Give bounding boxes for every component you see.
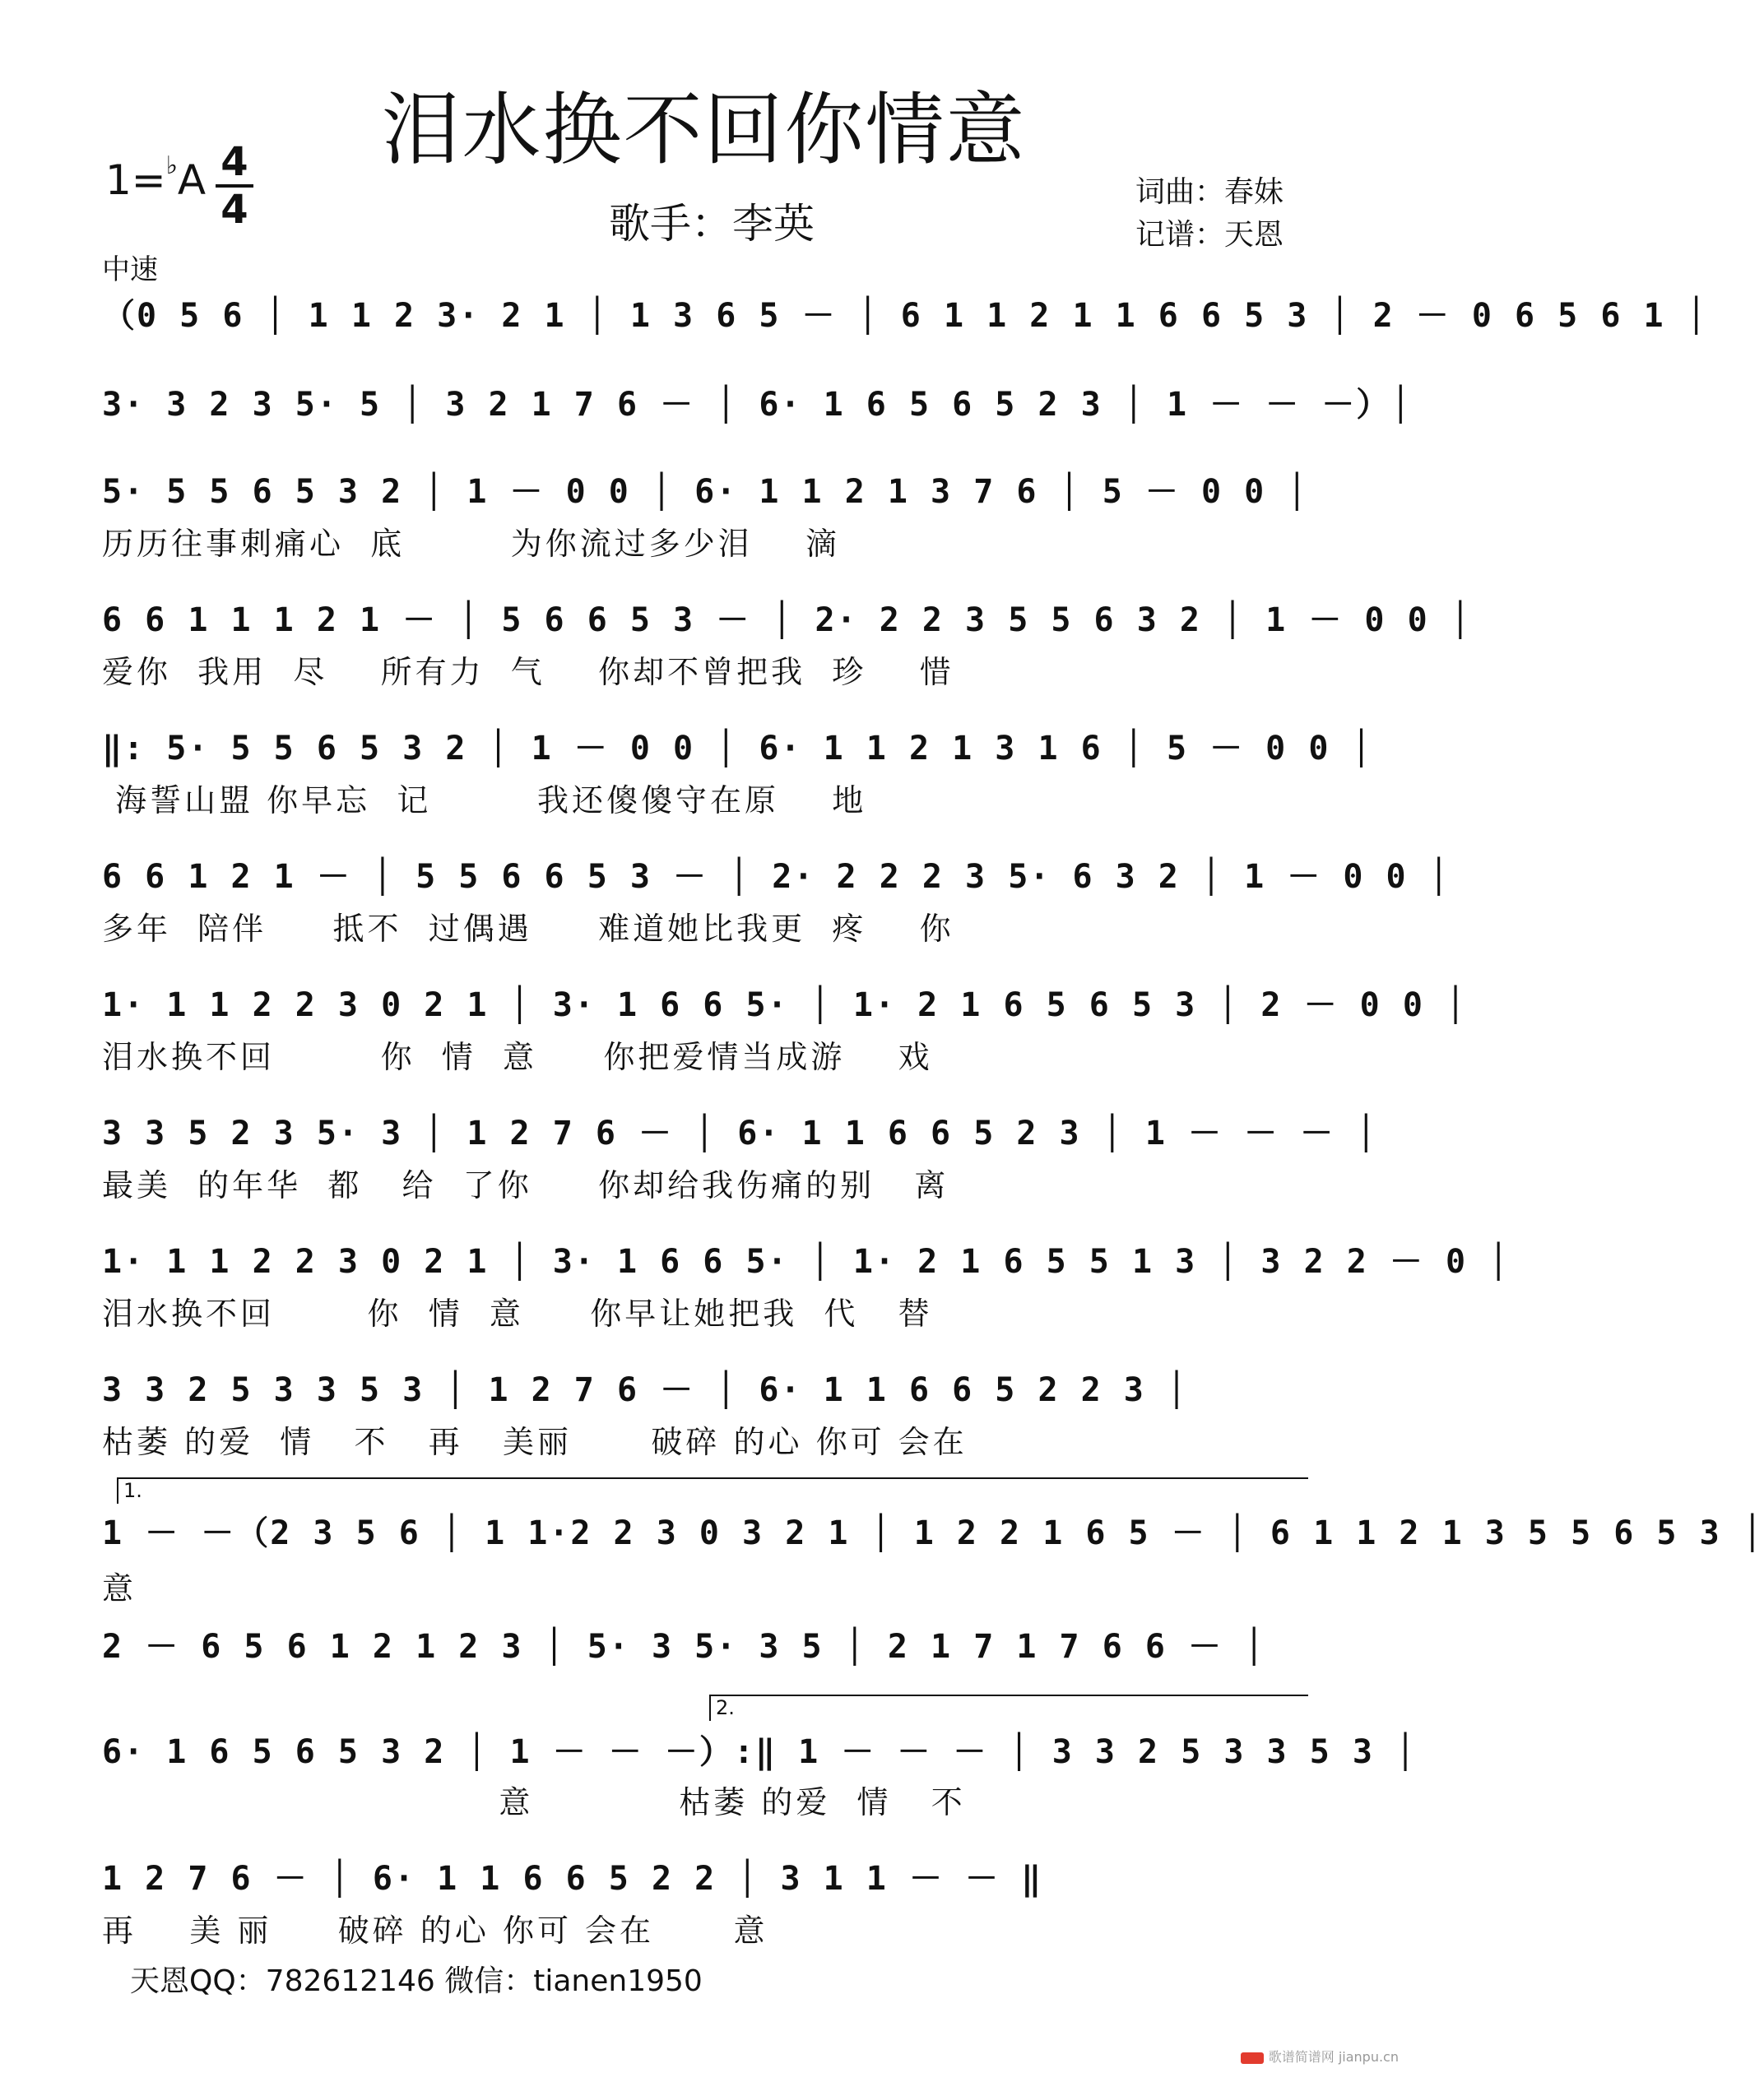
notes-row-11: 1 － －（2 3 5 6 │ 1 1·2 2 3 0 3 2 1 │ 1 2 2 1 6 5 － │ 6 1 1 2 1 3 5 5 6 5 3 │ bbox=[102, 1514, 1764, 1552]
lyrics-row-5: 海誓山盟 你早忘 记 我还傻傻守在原 地 bbox=[102, 782, 867, 818]
lyrics-row-14: 再 美 丽 破碎 的心 你可 会在 意 bbox=[102, 1913, 768, 1949]
lyrics-row-3: 历历往事刺痛心 底 为你流过多少泪 滴 bbox=[102, 526, 841, 562]
notes-row-1: （0 5 6 │ 1 1 2 3· 2 1 │ 1 3 6 5 － │ 6 1 1 2 1 1 6 6 5 3 │ 2 － 0 6 5 6 1 │ bbox=[102, 297, 1708, 335]
flat-sign: ♭ bbox=[165, 151, 178, 180]
notes-row-12: 2 － 6 5 6 1 2 1 2 3 │ 5· 3 5· 3 5 │ 2 1 7 1 7 6 6 － │ bbox=[102, 1628, 1266, 1666]
volta-bracket-1: 1. bbox=[117, 1477, 1308, 1504]
lyrics-row-8: 最美 的年华 都 给 了你 你却给我伤痛的别 离 bbox=[102, 1167, 949, 1203]
notation-credit: 记谱：天恩 bbox=[1135, 218, 1284, 252]
notes-row-10: 3 3 2 5 3 3 5 3 │ 1 2 7 6 － │ 6· 1 1 6 6 5 2 2 3 │ bbox=[102, 1371, 1189, 1409]
meter-bottom: 4 bbox=[220, 187, 248, 233]
notes-row-13: 6· 1 6 5 6 5 3 2 │ 1 － － －）:‖ 1 － － － │ 3 3 2 5 3 3 5 3 │ bbox=[102, 1733, 1418, 1771]
volta-bracket-2: 2. bbox=[709, 1695, 1308, 1721]
meter-top: 4 bbox=[220, 139, 248, 185]
lyrics-row-13: 意 枯萎 的爱 情 不 bbox=[102, 1784, 966, 1820]
key-signature bbox=[105, 151, 207, 204]
lyrics-row-6: 多年 陪伴 抵不 过偶遇 难道她比我更 疼 你 bbox=[102, 911, 954, 947]
notes-row-3: 5· 5 5 6 5 3 2 │ 1 － 0 0 │ 6· 1 1 2 1 3 7 6 │ 5 － 0 0 │ bbox=[102, 473, 1309, 511]
notes-row-5: ‖: 5· 5 5 6 5 3 2 │ 1 － 0 0 │ 6· 1 1 2 1 3 1 6 │ 5 － 0 0 │ bbox=[102, 730, 1373, 767]
contact-footer: 天恩QQ：782612146 微信：tianen1950 bbox=[130, 1964, 703, 1998]
notes-row-6: 6 6 1 2 1 － │ 5 5 6 6 5 3 － │ 2· 2 2 2 3 5· 6 3 2 │ 1 － 0 0 │ bbox=[102, 858, 1451, 896]
lyrics-row-11: 意 bbox=[102, 1570, 137, 1607]
lyrics-row-9: 泪水换不回 你 情 意 你早让她把我 代 替 bbox=[102, 1296, 933, 1332]
lyrics-row-4: 爱你 我用 尽 所有力 气 你却不曾把我 珍 惜 bbox=[102, 654, 954, 690]
notes-row-4: 6 6 1 1 1 2 1 － │ 5 6 6 5 3 － │ 2· 2 2 3 5 5 6 3 2 │ 1 － 0 0 │ bbox=[102, 601, 1472, 639]
key-note: A bbox=[177, 156, 207, 204]
notes-row-9: 1· 1 1 2 2 3 0 2 1 │ 3· 1 6 6 5· │ 1· 2 1 6 5 5 1 3 │ 3 2 2 － 0 │ bbox=[102, 1243, 1511, 1281]
lyrics-music-credit: 词曲：春妹 bbox=[1135, 175, 1284, 209]
notes-row-14: 1 2 7 6 － │ 6· 1 1 6 6 5 2 2 │ 3 1 1 － － ‖ bbox=[102, 1860, 1043, 1898]
credits bbox=[1135, 171, 1284, 257]
tempo-marking: 中速 bbox=[102, 253, 158, 286]
notes-row-7: 1· 1 1 2 2 3 0 2 1 │ 3· 1 6 6 5· │ 1· 2 1 6 5 6 5 3 │ 2 － 0 0 │ bbox=[102, 986, 1468, 1024]
watermark-text: 歌谱简谱网 jianpu.cn bbox=[1268, 2049, 1399, 2065]
lyrics-row-7: 泪水换不回 你 情 意 你把爱情当成游 戏 bbox=[102, 1039, 933, 1075]
notes-row-2: 3· 3 2 3 5· 5 │ 3 2 1 7 6 － │ 6· 1 6 5 6 5 2 3 │ 1 － － －）│ bbox=[102, 386, 1413, 424]
key-prefix: 1= bbox=[105, 156, 166, 204]
time-signature bbox=[216, 139, 253, 233]
site-watermark bbox=[1234, 2047, 1399, 2080]
singer-credit: 歌手：李英 bbox=[609, 200, 815, 248]
lyrics-row-10: 枯萎 的爱 情 不 再 美丽 破碎 的心 你可 会在 bbox=[102, 1424, 968, 1460]
song-title: 泪水换不回你情意 bbox=[381, 84, 1027, 176]
notes-row-8: 3 3 5 2 3 5· 3 │ 1 2 7 6 － │ 6· 1 1 6 6 5 2 3 │ 1 － － － │ bbox=[102, 1115, 1378, 1152]
logo-icon bbox=[1241, 2052, 1264, 2064]
